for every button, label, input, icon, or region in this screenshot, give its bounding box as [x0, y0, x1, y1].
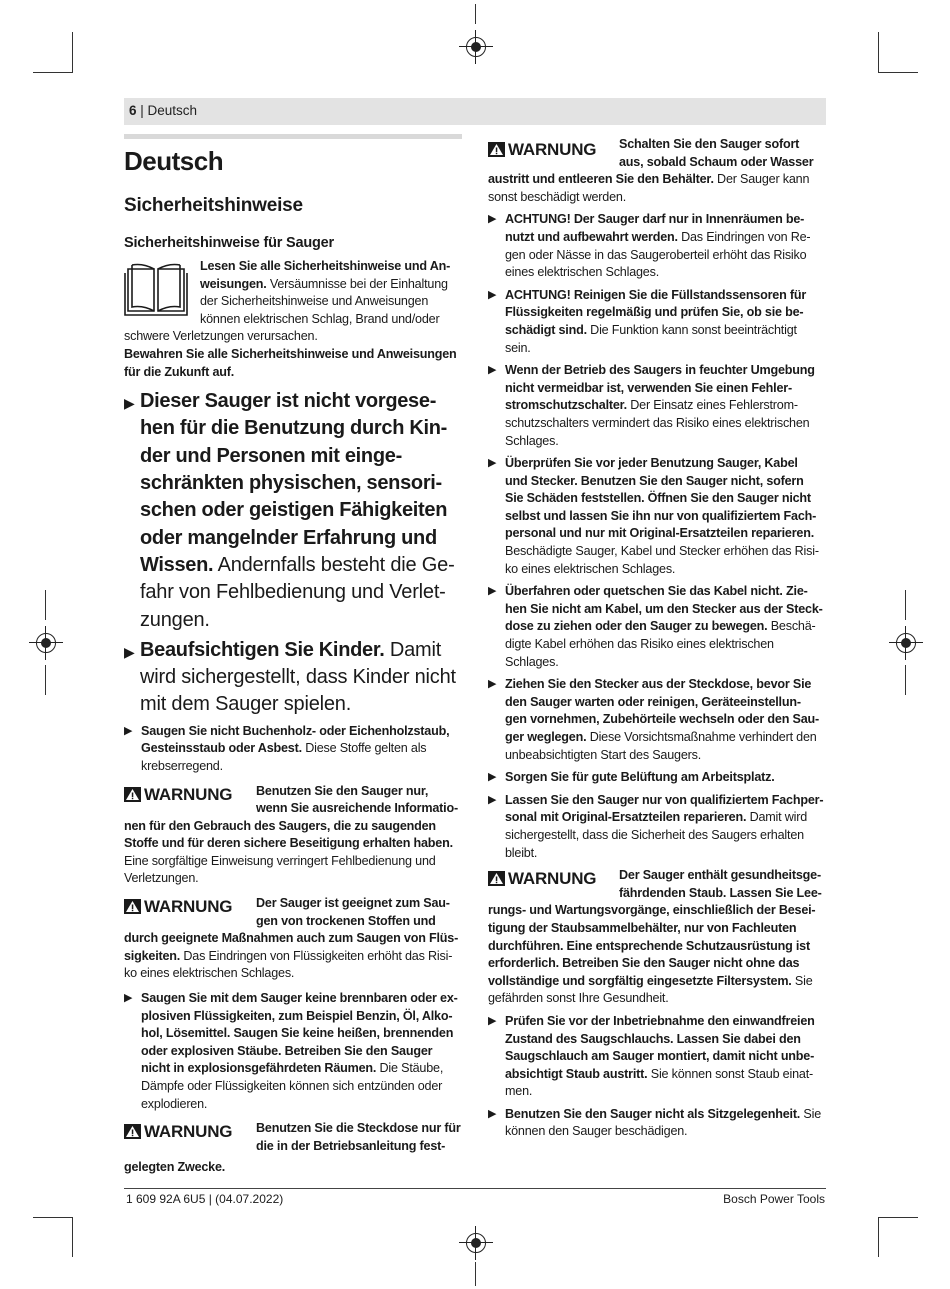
list-item-cable: ▶ Überfahren oder quetschen Sie das Kabel nicht. Zie- hen Sie nicht am Kabel, um den Stecker aus der Steck- dose zu ziehen oder den Sauger zu bewegen. Beschä- digte Kabel erhöhen das Risiko eines elektrischen Schlages.	[488, 584, 823, 669]
list-item-seat: ▶ Benutzen Sie den Sauger nicht als Sitzgelegenheit. Sie können den Sauger beschädigen.	[488, 1106, 822, 1139]
crop-mark	[33, 1217, 73, 1218]
intro-text-line: Lesen Sie alle Sicherheitshinweise und An-	[200, 259, 451, 273]
warning-label: WARNUNG	[488, 870, 596, 888]
subsection-heading: Sicherheitshinweise für Sauger	[124, 235, 334, 251]
keep-instructions: für die Zukunft auf.	[124, 364, 235, 379]
crop-mark	[475, 1262, 476, 1286]
intro-text-line: der Sicherheitshinweise und Anweisungen	[200, 294, 429, 309]
registration-mark-icon	[36, 633, 56, 653]
crop-mark	[33, 72, 73, 73]
bullet-arrow-icon: ▶	[124, 643, 135, 660]
list-item-flammable: ▶ Saugen Sie mit dem Sauger keine brennbaren oder ex- plosiven Flüssigkeiten, zum Beispiel Benzin, Öl, Alko- hol, Lösemittel. Saugen Sie keine heißen, brennenden oder explosiven Stäube. Betreiben Sie den Sauger nicht in explosionsgefährdeten Räumen. Die Stäube, Dämpfe oder Flüssigkeiten können sich entzünden oder explodieren.	[124, 991, 458, 1111]
footer-rule	[124, 1188, 826, 1189]
warning-block: WARNUNG Benutzen Sie den Sauger nur, wenn Sie ausreichende Informatio- nen für den Gebrauch des Saugers, die zu saugenden Stoffe und für deren sichere Beseitigung erhalten haben. Eine sorgfältige Einweisung verringert Fehlbedienung und Verletzungen.	[124, 783, 458, 886]
crop-mark	[905, 665, 906, 695]
warning-item-children: ▶ Dieser Sauger ist nicht vorgese- hen für die Benutzung durch Kin- der und Personen mit einge- schränkten physischen, sensori- schen oder geistigen Fähigkeiten oder mangelnder Erfahrung und Wissen. Andernfalls besteht die Ge- fahr von Fehlbedienung und Verlet- zungen.	[124, 390, 455, 631]
page-title: Deutsch	[124, 146, 224, 176]
bullet-arrow-icon: ▶	[488, 793, 497, 806]
keep-instructions: Bewahren Sie alle Sicherheitshinweise und Anweisungen	[124, 346, 457, 361]
intro-text-line: können elektrischen Schlag, Brand und/oder	[200, 311, 440, 326]
list-item-ventilation: ▶ Sorgen Sie für gute Belüftung am Arbeitsplatz.	[488, 769, 828, 787]
bullet-arrow-icon: ▶	[488, 771, 497, 784]
bullet-arrow-icon: ▶	[488, 1107, 497, 1120]
list-item-repair: ▶ Lassen Sie den Sauger nur von qualifiziertem Fachper- sonal mit Original-Ersatzteilen reparieren. Damit wird sichergestellt, dass die Sicherheit des Saugers erhalten bleibt.	[488, 792, 824, 860]
warning-item-supervise: ▶ Beaufsichtigen Sie Kinder. Damit wird sichergestellt, dass Kinder nicht mit dem Sauger spielen.	[124, 638, 456, 716]
warning-triangle-icon	[488, 871, 505, 886]
crop-mark	[72, 1217, 73, 1257]
bullet-arrow-icon: ▶	[488, 585, 497, 598]
page-header: 6 | Deutsch	[129, 103, 198, 118]
column-rule	[124, 134, 462, 139]
warning-block: WARNUNG Benutzen Sie die Steckdose nur für die in der Betriebsanleitung fest- gelegten Zwecke.	[124, 1121, 461, 1175]
intro-text-line: schwere Verletzungen verursachen.	[124, 329, 318, 344]
intro-block	[124, 258, 464, 346]
header-language: Deutsch	[147, 103, 198, 118]
crop-mark	[72, 32, 73, 72]
warning-triangle-icon	[488, 142, 505, 157]
crop-mark	[878, 72, 918, 73]
warning-triangle-icon	[124, 899, 141, 914]
footer-brand: Bosch Power Tools	[723, 1192, 825, 1206]
bullet-arrow-icon: ▶	[488, 1014, 497, 1027]
warning-label: WARNUNG	[124, 898, 232, 916]
list-item-indoor: ▶ ACHTUNG! Der Sauger darf nur in Innenräumen be- nutzt und aufbewahrt werden. Das Eindringen von Re- gen oder Nässe in das Saugeroberteil erhöht das Risiko eines elektrischen Schlages.	[488, 212, 811, 280]
page-number: 6	[129, 103, 137, 118]
warning-triangle-icon	[124, 787, 141, 802]
crop-mark	[45, 590, 46, 620]
page-header-bar	[124, 98, 826, 125]
list-item-hose: ▶ Prüfen Sie vor der Inbetriebnahme den einwandfreien Zustand des Saugschlauchs. Lassen Sie dabei den Saugschlauch am Sauger montiert, damit nicht unbe- absichtigt Staub austritt. Sie können sonst Staub einat- men.	[488, 1013, 815, 1099]
registration-mark-icon	[896, 633, 916, 653]
footer-doc-id: 1 609 92A 6U5 | (04.07.2022)	[126, 1192, 284, 1206]
bullet-arrow-icon: ▶	[124, 992, 133, 1005]
list-item-sensors: ▶ ACHTUNG! Reinigen Sie die Füllstandssensoren für Flüssigkeiten regelmäßig und prüfen Sie, ob sie be- schädigt sind. Die Funktion kann sonst beeinträchtigt sein.	[488, 287, 807, 355]
crop-mark	[475, 4, 476, 24]
section-heading: Sicherheitshinweise	[124, 195, 303, 216]
warning-block: WARNUNG Der Sauger ist geeignet zum Sau- gen von trockenen Stoffen und durch geeignete Maßnahmen auch zum Saugen von Flüs- sigkeiten. Das Eindringen von Flüssigkeiten erhöht das Risi- ko eines elektrischen Schlages.	[124, 896, 459, 981]
crop-mark	[45, 665, 46, 695]
registration-mark-icon	[466, 1233, 486, 1253]
registration-mark-icon	[466, 37, 486, 57]
list-item-rcd: ▶ Wenn der Betrieb des Saugers in feuchter Umgebung nicht vermeidbar ist, verwenden Sie einen Fehler- stromschutzschalter. Der Einsatz eines Fehlerstrom- schutzschalters vermindert das Risiko eines elektrischen Schlages.	[488, 363, 815, 448]
bullet-arrow-icon: ▶	[488, 364, 497, 377]
list-item-unplug: ▶ Ziehen Sie den Stecker aus der Steckdose, bevor Sie den Sauger warten oder reinigen, Geräteeinstellun- gen vornehmen, Zubehörteile wechseln oder den Sau- ger weglegen. Diese Vorsichtsmaßnahme verhindert den unbeabsichtigten Start des Saugers.	[488, 677, 820, 762]
bullet-arrow-icon: ▶	[124, 724, 133, 737]
warning-block: WARNUNG Der Sauger enthält gesundheitsge- fährdenden Staub. Lassen Sie Lee- rungs- und Wartungsvorgänge, einschließlich der Besei- tigung der Staubsammelbehälter, nur von Fachleuten durchführen. Eine entsprechende Schutzausrüstung ist erforderlich. Betreiben Sie den Sauger nicht ohne das vollständige und sorgfältig eingesetzte Filtersystem. Sie gefährden sonst Ihre Gesundheit.	[488, 868, 822, 1006]
intro-text-line: weisungen. Versäumnisse bei der Einhaltung	[200, 276, 448, 291]
bullet-arrow-icon: ▶	[488, 213, 497, 226]
left-column	[124, 146, 464, 1177]
manual-book-icon	[124, 261, 188, 319]
warning-label: WARNUNG	[488, 141, 596, 159]
bullet-arrow-icon: ▶	[124, 395, 135, 412]
crop-mark	[878, 1217, 879, 1257]
right-column	[488, 136, 828, 1141]
bullet-arrow-icon: ▶	[488, 288, 497, 301]
crop-mark	[878, 1217, 918, 1218]
warning-label: WARNUNG	[124, 1123, 232, 1141]
warning-block: WARNUNG Schalten Sie den Sauger sofort aus, sobald Schaum oder Wasser austritt und entleeren Sie den Behälter. Der Sauger kann sonst beschädigt werden.	[488, 137, 814, 204]
warning-triangle-icon	[124, 1124, 141, 1139]
bullet-arrow-icon: ▶	[488, 678, 497, 691]
crop-mark	[905, 590, 906, 620]
bullet-arrow-icon: ▶	[488, 457, 497, 470]
warning-label: WARNUNG	[124, 786, 232, 804]
list-item-check: ▶ Überprüfen Sie vor jeder Benutzung Sauger, Kabel und Stecker. Benutzen Sie den Sauger nicht, sofern Sie Schäden feststellen. Öffnen Sie den Sauger nicht selbst und lassen Sie ihn nur von qualifiziertem Fach- personal und nur mit Original-Ersatzteilen reparieren. Beschädigte Sauger, Kabel und Stecker erhöhen das Risi- ko eines elektrischen Schlages.	[488, 456, 819, 576]
crop-mark	[878, 32, 879, 72]
list-item-dust: ▶ Saugen Sie nicht Buchenholz- oder Eichenholzstaub, Gesteinsstaub oder Asbest. Diese Stoffe gelten als krebserregend.	[124, 723, 450, 773]
